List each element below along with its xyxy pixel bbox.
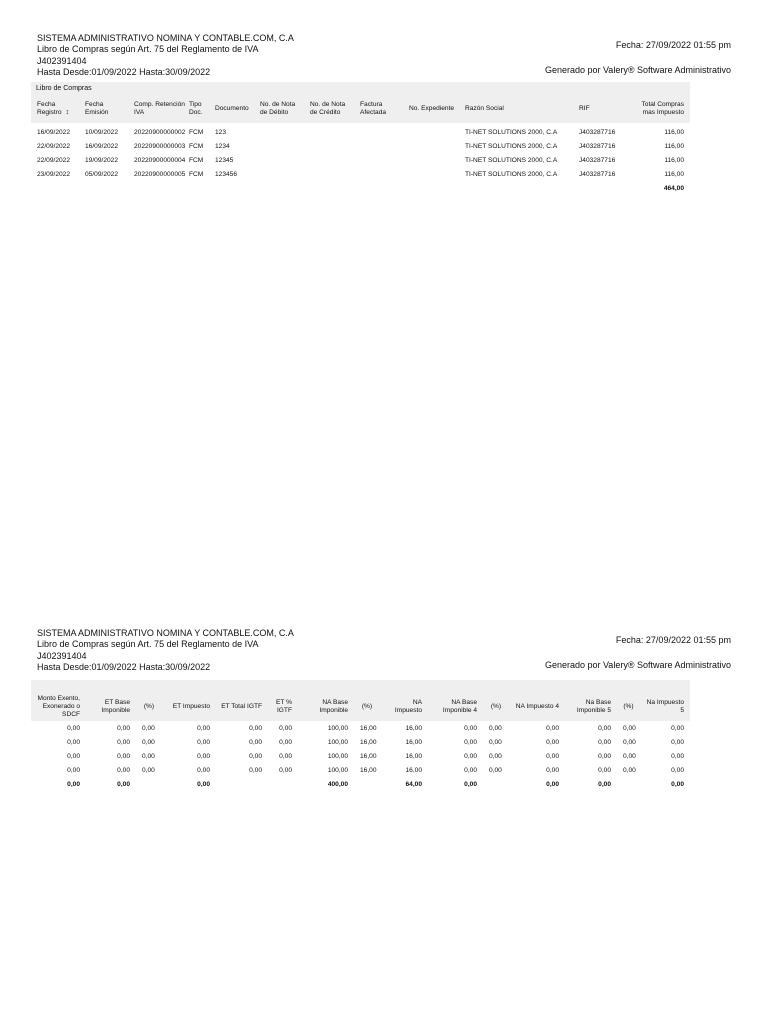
col-header[interactable]: Tipo Doc.: [189, 101, 203, 116]
cell-et-impuesto: 0,00: [197, 724, 210, 732]
cell-na-base-4: 0,00: [464, 738, 477, 746]
cell-na-base-5: 0,00: [598, 752, 611, 760]
col-header[interactable]: Na Impuesto 5: [646, 699, 684, 714]
col-header[interactable]: Comp. Retención IVA: [134, 101, 185, 116]
total-na-base-5: 0,00: [598, 780, 611, 788]
col-header[interactable]: ET Base Imponible: [101, 699, 130, 714]
cell-na-impuesto-5: 0,00: [671, 766, 684, 774]
report-subtitle: Libro de Compras según Art. 75 del Reglamento de IVA: [37, 44, 259, 55]
cell-razon-social: TI-NET SOLUTIONS 2000, C.A: [465, 142, 558, 150]
cell-et-base: 0,00: [117, 724, 130, 732]
cell-expediente: [403, 167, 459, 181]
tax-breakdown-section: [31, 680, 690, 791]
company-rif: J402391404: [37, 650, 87, 661]
cell-expediente: [403, 139, 459, 153]
cell-na-impuesto-4: 0,00: [546, 766, 559, 774]
cell-factura-afectada: [354, 167, 403, 181]
cell-na-impuesto: 16,00: [405, 724, 422, 732]
report-subtitle: Libro de Compras según Art. 75 del Reglamento de IVA: [37, 639, 259, 650]
cell-na-base-4: 0,00: [464, 766, 477, 774]
cell-na-pct: 16,00: [360, 752, 377, 760]
col-header[interactable]: (%): [623, 703, 634, 710]
cell-na-base: 100,00: [327, 766, 348, 774]
cell-na-base-5: 0,00: [598, 738, 611, 746]
col-header[interactable]: NA Base Imponible 4: [442, 699, 477, 714]
col-header[interactable]: Fecha Registro ↕: [37, 101, 70, 116]
col-header[interactable]: Documento: [215, 105, 249, 112]
total-na-base-4: 0,00: [464, 780, 477, 788]
cell-fecha-emision: 05/09/2022: [85, 170, 119, 178]
cell-expediente: [403, 153, 459, 167]
col-header[interactable]: RIF: [579, 105, 590, 112]
cell-factura-afectada: [354, 123, 403, 139]
cell-et-pct-igtf: 0,00: [279, 752, 292, 760]
generated-by: Generado por Valery® Software Administrativo: [544, 660, 731, 670]
col-header[interactable]: No. de Nota de Débito: [260, 101, 296, 116]
cell-na-pct-4: 0,00: [489, 766, 502, 774]
cell-na-pct: 16,00: [360, 766, 377, 774]
cell-et-pct-igtf: 0,00: [279, 766, 292, 774]
col-header[interactable]: No. de Nota de Crédito: [310, 101, 346, 116]
cell-et-base: 0,00: [117, 766, 130, 774]
total-na-impuesto-5: 0,00: [671, 780, 684, 788]
total-monto-exento: 0,00: [67, 780, 80, 788]
cell-na-base-5: 0,00: [598, 724, 611, 732]
table-row: [31, 123, 690, 139]
cell-tipo-doc: FCM: [189, 156, 204, 164]
cell-fecha-registro: 22/09/2022: [37, 156, 71, 164]
cell-tipo-doc: FCM: [189, 128, 204, 136]
cell-monto-exento: 0,00: [67, 724, 80, 732]
cell-nota-debito: [254, 139, 304, 153]
cell-et-pct-igtf: 0,00: [279, 724, 292, 732]
cell-fecha-registro: 22/09/2022: [37, 142, 71, 150]
cell-nota-debito: [254, 153, 304, 167]
cell-monto-exento: 0,00: [67, 738, 80, 746]
table-row: [31, 763, 690, 777]
cell-comp-retencion: 20220900000003: [134, 142, 186, 150]
cell-total: 116,00: [664, 128, 684, 136]
cell-comp-retencion: 20220900000002: [134, 128, 186, 136]
cell-et-base: 0,00: [117, 752, 130, 760]
col-header[interactable]: (%): [143, 703, 155, 710]
cell-et-impuesto: 0,00: [197, 752, 210, 760]
col-header[interactable]: NA Impuesto 4: [515, 703, 559, 710]
cell-documento: 1234: [215, 142, 230, 150]
cell-monto-exento: 0,00: [67, 766, 80, 774]
cell-na-pct-5: 0,00: [623, 752, 636, 760]
cell-na-impuesto-4: 0,00: [546, 738, 559, 746]
cell-et-pct-igtf: 0,00: [279, 738, 292, 746]
cell-na-impuesto-5: 0,00: [671, 724, 684, 732]
col-header[interactable]: ET Total IGTF: [221, 703, 262, 710]
report-header: [37, 628, 294, 673]
cell-na-pct: 16,00: [360, 738, 377, 746]
total-na-impuesto-4: 0,00: [546, 780, 559, 788]
cell-et-total-igtf: 0,00: [249, 752, 262, 760]
cell-factura-afectada: [354, 153, 403, 167]
tax-breakdown-table: [31, 693, 690, 791]
cell-na-pct-5: 0,00: [623, 724, 636, 732]
cell-comp-retencion: 20220900000005: [134, 170, 186, 178]
cell-fecha-registro: 23/09/2022: [37, 170, 71, 178]
cell-et-pct: 0,00: [142, 738, 155, 746]
purchases-table-section: [31, 82, 690, 195]
col-header[interactable]: NA Base Imponible: [319, 699, 348, 714]
cell-razon-social: TI-NET SOLUTIONS 2000, C.A: [465, 170, 558, 178]
cell-fecha-emision: 16/09/2022: [85, 142, 119, 150]
col-header[interactable]: Na Base Imponible 5: [576, 699, 611, 714]
cell-et-pct: 0,00: [142, 724, 155, 732]
col-header[interactable]: (%): [361, 703, 373, 710]
cell-na-impuesto: 16,00: [405, 738, 422, 746]
cell-razon-social: TI-NET SOLUTIONS 2000, C.A: [465, 156, 558, 164]
col-header[interactable]: No. Expediente: [409, 105, 455, 112]
cell-expediente: [403, 123, 459, 139]
company-name: SISTEMA ADMINISTRATIVO NOMINA Y CONTABLE.COM, C.A: [37, 33, 294, 43]
col-header[interactable]: (%): [490, 703, 502, 710]
cell-et-pct: 0,00: [142, 752, 155, 760]
total-et-impuesto: 0,00: [197, 780, 210, 788]
cell-nota-credito: [304, 123, 354, 139]
sort-arrow-icon[interactable]: ↕: [65, 109, 70, 116]
cell-et-pct: 0,00: [142, 766, 155, 774]
table-header-row: [31, 693, 690, 721]
cell-rif: J403287716: [579, 142, 616, 150]
cell-na-pct-4: 0,00: [489, 724, 502, 732]
cell-na-base-4: 0,00: [464, 724, 477, 732]
cell-nota-debito: [254, 167, 304, 181]
cell-nota-credito: [304, 139, 354, 153]
totals-row: [31, 181, 690, 195]
cell-na-pct: 16,00: [360, 724, 377, 732]
cell-et-total-igtf: 0,00: [249, 738, 262, 746]
purchases-table: [31, 95, 690, 195]
cell-na-impuesto-5: 0,00: [671, 738, 684, 746]
total-na-base: 400,00: [327, 780, 348, 788]
cell-total: 116,00: [664, 156, 684, 164]
report-date: Fecha: 27/09/2022 01:55 pm: [615, 40, 731, 50]
cell-na-pct-5: 0,00: [623, 738, 636, 746]
company-rif: J402391404: [37, 55, 87, 66]
table-row: [31, 721, 690, 735]
cell-rif: J403287716: [579, 170, 616, 178]
cell-na-base: 100,00: [327, 738, 348, 746]
table-row: [31, 735, 690, 749]
cell-razon-social: TI-NET SOLUTIONS 2000, C.A: [465, 128, 558, 136]
total-et-base: 0,00: [117, 780, 130, 788]
cell-factura-afectada: [354, 139, 403, 153]
cell-et-base: 0,00: [117, 738, 130, 746]
table-row: [31, 153, 690, 167]
table-band-label: Libro de Compras: [31, 82, 690, 95]
col-header[interactable]: Razón Social: [465, 105, 504, 112]
date-range: Hasta Desde:01/09/2022 Hasta:30/09/2022: [37, 661, 211, 672]
cell-na-impuesto-5: 0,00: [671, 752, 684, 760]
cell-nota-credito: [304, 153, 354, 167]
cell-fecha-emision: 10/09/2022: [85, 128, 119, 136]
cell-nota-debito: [254, 123, 304, 139]
col-header[interactable]: Factura Afectada: [360, 101, 387, 116]
cell-na-pct-4: 0,00: [489, 738, 502, 746]
table-band: [31, 680, 690, 693]
cell-na-impuesto: 16,00: [405, 752, 422, 760]
report-date: Fecha: 27/09/2022 01:55 pm: [615, 635, 731, 645]
col-header[interactable]: Monto Exento, Exonerado o SDCF: [37, 695, 80, 718]
totals-row: [31, 777, 690, 791]
report-header: [37, 33, 294, 78]
cell-et-impuesto: 0,00: [197, 766, 210, 774]
cell-na-impuesto-4: 0,00: [546, 752, 559, 760]
cell-total: 116,00: [664, 142, 684, 150]
date-range: Hasta Desde:01/09/2022 Hasta:30/09/2022: [37, 66, 211, 77]
col-header[interactable]: ET % IGTF: [275, 699, 292, 714]
cell-comp-retencion: 20220900000004: [134, 156, 186, 164]
cell-et-total-igtf: 0,00: [249, 766, 262, 774]
table-header-row: [31, 95, 690, 123]
cell-nota-credito: [304, 167, 354, 181]
cell-na-pct-5: 0,00: [623, 766, 636, 774]
cell-na-base: 100,00: [327, 724, 348, 732]
col-header[interactable]: Fecha Emisión: [85, 101, 109, 116]
cell-na-pct-4: 0,00: [489, 752, 502, 760]
cell-documento: 123: [215, 128, 227, 136]
table-row: [31, 749, 690, 763]
cell-tipo-doc: FCM: [189, 142, 204, 150]
cell-et-total-igtf: 0,00: [249, 724, 262, 732]
cell-na-base-5: 0,00: [598, 766, 611, 774]
cell-fecha-emision: 19/09/2022: [85, 156, 119, 164]
cell-na-impuesto: 16,00: [405, 766, 422, 774]
col-header[interactable]: NA Impuesto: [394, 699, 422, 714]
cell-total: 116,00: [664, 170, 684, 178]
table-row: [31, 139, 690, 153]
cell-documento: 123456: [215, 170, 238, 178]
col-header[interactable]: Total Compras mas Impuesto: [641, 101, 684, 116]
cell-na-base: 100,00: [327, 752, 348, 760]
cell-na-base-4: 0,00: [464, 752, 477, 760]
cell-documento: 12345: [215, 156, 234, 164]
cell-na-impuesto-4: 0,00: [546, 724, 559, 732]
generated-by: Generado por Valery® Software Administrativo: [544, 65, 731, 75]
table-row: [31, 167, 690, 181]
cell-tipo-doc: FCM: [189, 170, 204, 178]
cell-et-impuesto: 0,00: [197, 738, 210, 746]
company-name: SISTEMA ADMINISTRATIVO NOMINA Y CONTABLE.COM, C.A: [37, 628, 294, 638]
cell-rif: J403287716: [579, 156, 616, 164]
cell-monto-exento: 0,00: [67, 752, 80, 760]
grand-total: 464,00: [663, 184, 684, 192]
total-na-impuesto: 64,00: [405, 780, 422, 788]
cell-rif: J403287716: [579, 128, 616, 136]
col-header[interactable]: ET Impuesto: [172, 703, 210, 710]
cell-fecha-registro: 16/09/2022: [37, 128, 71, 136]
